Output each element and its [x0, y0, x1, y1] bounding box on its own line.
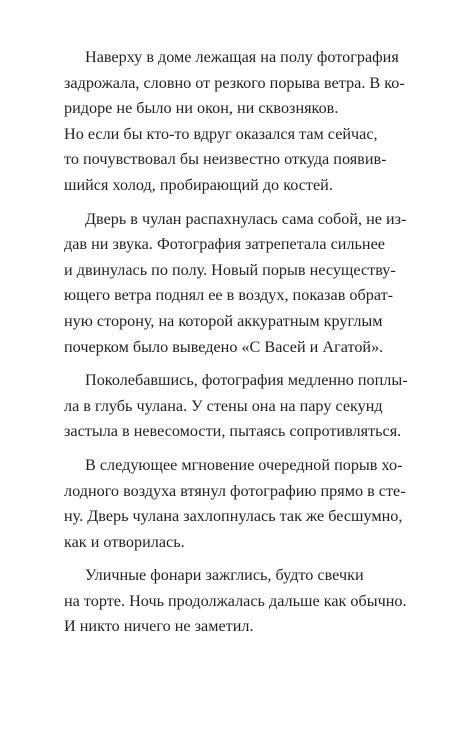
- paragraph-4: [64, 453, 406, 555]
- text-line: ну. Дверь чулана захлопнулась так же бесшумно,: [64, 507, 403, 526]
- text-line: застыла в невесомости, пытаясь сопротивляться.: [64, 422, 402, 441]
- body-text: [64, 45, 406, 648]
- text-line: Уличные фонари зажглись, будто свечки: [85, 566, 364, 585]
- text-line: и двинулась по полу. Новый порыв несуществу-: [64, 260, 396, 279]
- text-line: задрожала, словно от резкого порыва ветра. В ко-: [64, 73, 405, 92]
- text-line: на торте. Ночь продолжалась дальше как обычно.: [64, 591, 407, 610]
- text-line: Поколебавшись, фотография медленно поплы-: [85, 371, 408, 390]
- text-line: почерком было выведено «С Васей и Агатой».: [64, 337, 384, 356]
- text-line: шийся холод, пробирающий до костей.: [64, 175, 333, 194]
- text-line: ла в глубь чулана. У стены она на пару секунд: [64, 396, 383, 415]
- text-line: лодного воздуха втянул фотографию прямо в сте-: [64, 481, 406, 500]
- text-line: Дверь в чулан распахнулась сама собой, не из-: [85, 209, 407, 228]
- text-line: ридоре не было ни окон, ни сквозняков.: [64, 99, 339, 118]
- text-line: И никто ничего не заметил.: [64, 617, 254, 636]
- text-line: дав ни звука. Фотография затрепетала сильнее: [64, 235, 385, 254]
- text-line: как и отворилась.: [64, 532, 185, 551]
- paragraph-2: [64, 207, 406, 361]
- text-line: то почувствовал бы неизвестно откуда появив-: [64, 150, 387, 169]
- text-line: Но если бы кто-то вдруг оказался там сейчас,: [64, 124, 378, 143]
- text-line: В следующее мгновение очередной порыв хо-: [85, 455, 403, 474]
- text-line: ную сторону, на которой аккуратным круглым: [64, 311, 383, 330]
- text-line: ющего ветра поднял ее в воздух, показав обрат-: [64, 286, 394, 305]
- paragraph-5: [64, 563, 406, 640]
- text-line: Наверху в доме лежащая на полу фотография: [85, 48, 399, 66]
- paragraph-3: [64, 368, 406, 445]
- paragraph-1: [64, 45, 406, 199]
